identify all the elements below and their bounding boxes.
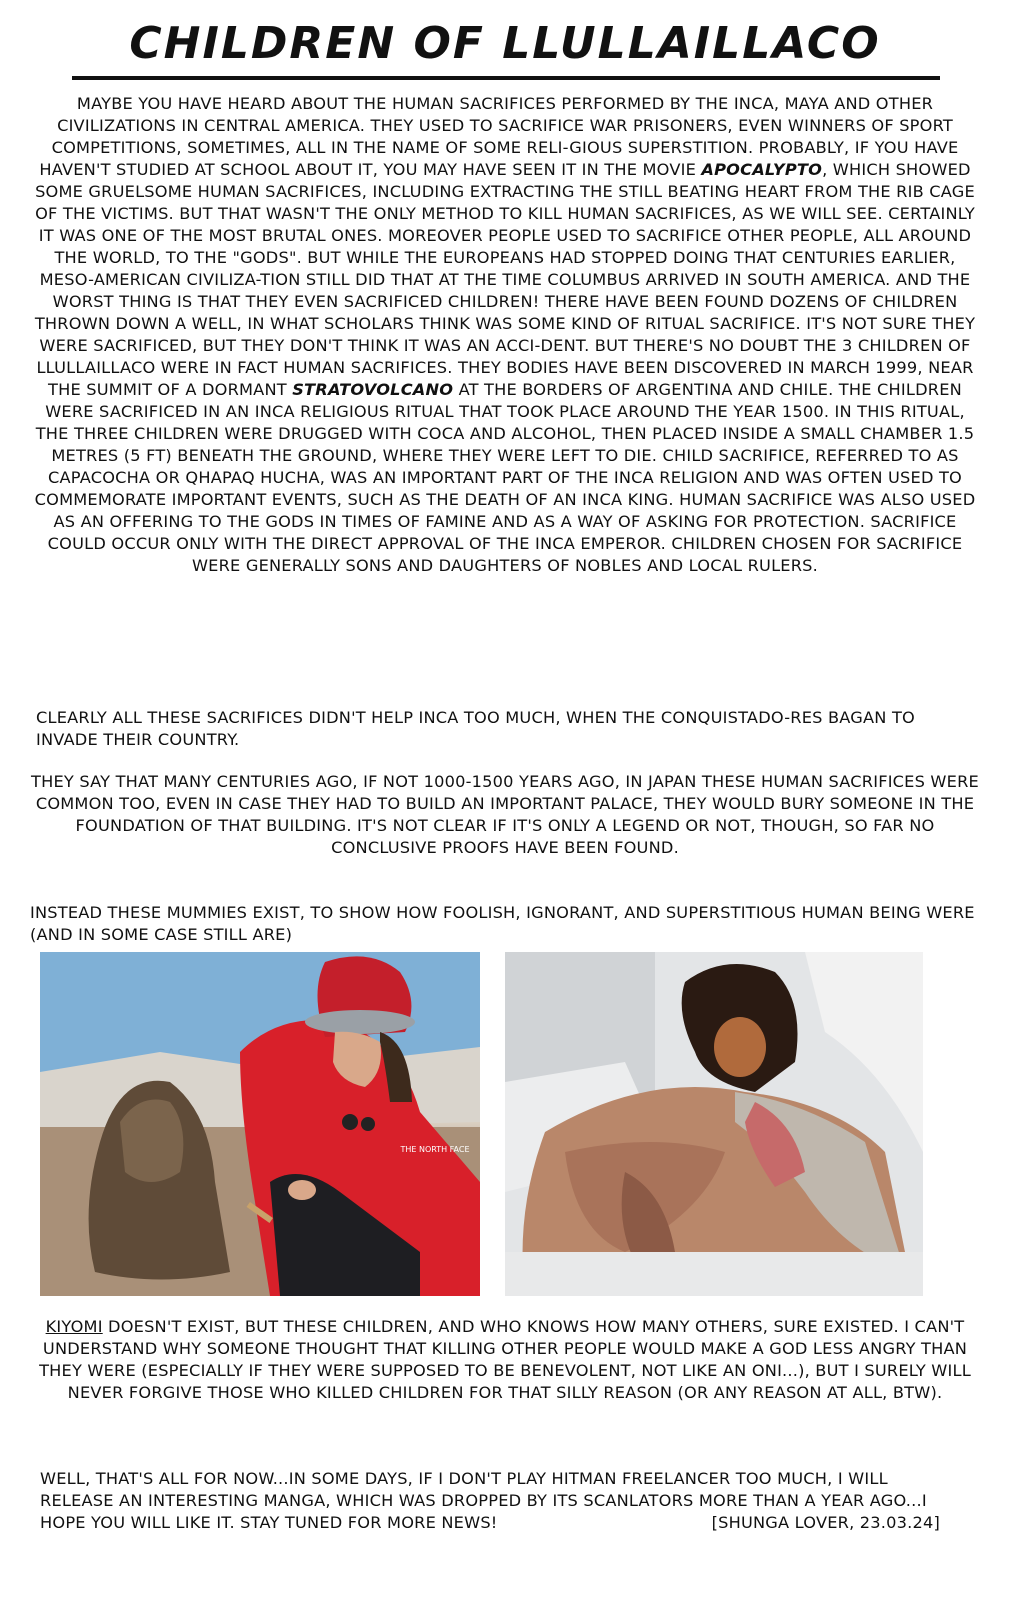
archaeologist-photo [40, 952, 480, 1296]
conquistadores-paragraph: CLEARLY ALL THESE SACRIFICES DIDN'T HELP INCA TOO MUCH, WHEN THE CONQUISTADO-RES BAGAN TO INVADE THEIR COUNTRY. [36, 708, 915, 749]
page-title: CHILDREN OF LLULLAILLACO [129, 18, 881, 69]
kiyomi-text: DOESN'T EXIST, BUT THESE CHILDREN, AND WHO KNOWS HOW MANY OTHERS, SURE EXISTED. I CAN'T UNDERSTAND WHY SOMEONE THOUGHT THAT KILLING OTHER PEOPLE WOULD MAKE A GOD LESS ANGRY THAN THEY WERE (ESPECIALLY IF THEY WERE SUPPOSED TO BE BENEVOLENT, NOT LIKE AN ONI...), BUT I SURELY WILL NEVER FORGIVE THOSE WHO KILLED CHILDREN FOR THAT SILLY REASON (OR ANY REASON AT ALL, BTW). [39, 1317, 971, 1402]
mummy-photo-illustration [505, 952, 923, 1296]
jacket-logo: THE NORTH FACE [400, 1145, 470, 1154]
intro-text-c: AT THE BORDERS OF ARGENTINA AND CHILE. THE CHILDREN WERE SACRIFICED IN AN INCA RELIGIOUS RITUAL THAT TOOK PLACE AROUND THE YEAR 1500. IN THIS RITUAL, THE THREE CHILDREN WERE DRUGGED WITH COCA AND ALCOHOL, THEN PLACED INSIDE A SMALL CHAMBER 1.5 METRES (5 FT) BENEATH THE GROUND, WHERE THEY WERE LEFT TO DIE. CHILD SACRIFICE, REFERRED TO AS CAPACOCHA OR QHAPAQ HUCHA, WAS AN IMPORTANT PART OF THE INCA RELIGION AND WAS OFTEN USED TO COMMEMORATE IMPORTANT EVENTS, SUCH AS THE DEATH OF AN INCA KING. HUMAN SACRIFICE WAS ALSO USED AS AN OFFERING TO THE GODS IN TIMES OF FAMINE AND AS A WAY OF ASKING FOR PROTECTION. SACRIFICE COULD OCCUR ONLY WITH THE DIRECT APPROVAL OF THE INCA EMPEROR. CHILDREN CHOSEN FOR SACRIFICE WERE GENERALLY SONS AND DAUGHTERS OF NOBLES AND LOCAL RULERS. [34, 380, 976, 575]
kiyomi-paragraph [30, 1316, 980, 1450]
mummies-paragraph: INSTEAD THESE MUMMIES EXIST, TO SHOW HOW FOOLISH, IGNORANT, AND SUPERSTITIOUS HUMAN BEING WERE (AND IN SOME CASE STILL ARE) [30, 903, 975, 944]
signature: [SHUNGA LOVER, 23.03.24] [711, 1513, 940, 1532]
japan-paragraph: THEY SAY THAT MANY CENTURIES AGO, IF NOT 1000-1500 YEARS AGO, IN JAPAN THESE HUMAN SACRIFICES WERE COMMON TOO, EVEN IN CASE THEY HAD TO BUILD AN IMPORTANT PALACE, THEY WOULD BURY SOMEONE IN THE FOUNDATION OF THAT BUILDING. IT'S NOT CLEAR IF IT'S ONLY A LEGEND OR NOT, THOUGH, SO FAR NO CONCLUSIVE PROOFS HAVE BEEN FOUND. [31, 772, 979, 857]
kiyomi-name: KIYOMI [45, 1317, 103, 1336]
mummy-photo [505, 952, 923, 1296]
intro-text-b: , WHICH SHOWED SOME GRUELSOME HUMAN SACRIFICES, INCLUDING EXTRACTING THE STILL BEATING HEART FROM THE RIB CAGE OF THE VICTIMS. BUT THAT WASN'T THE ONLY METHOD TO KILL HUMAN SACRIFICES, AS WE WILL SEE. CERTAINLY IT WAS ONE OF THE MOST BRUTAL ONES. MOREOVER PEOPLE USED TO SACRIFICE OTHER PEOPLE, ALL AROUND THE WORLD, TO THE "GODS". BUT WHILE THE EUROPEANS HAD STOPPED DOING THAT CENTURIES EARLIER, MESO-AMERICAN CIVILIZA-TION STILL DID THAT AT THE TIME COLUMBUS ARRIVED IN SOUTH AMERICA. AND THE WORST THING IS THAT THEY EVEN SACRIFICED CHILDREN! THERE HAVE BEEN FOUND DOZENS OF CHILDREN THROWN DOWN A WELL, IN WHAT SCHOLARS THINK WAS SOME KIND OF RITUAL SACRIFICE. IT'S NOT SURE THEY WERE SACRIFICED, BUT THEY DON'T THINK IT WAS AN ACCI-DENT. BUT THERE'S NO DOUBT THE 3 CHILDREN OF LLULLAILLACO WERE IN FACT HUMAN SACRIFICES. THEY BODIES HAVE BEEN DISCOVERED IN MARCH 1999, NEAR THE SUMMIT OF A DORMANT [34, 160, 976, 399]
movie-title: APOCALYPTO [701, 160, 823, 179]
closing-paragraph [40, 1468, 960, 1578]
intro-text-a: MAYBE YOU HAVE HEARD ABOUT THE HUMAN SACRIFICES PERFORMED BY THE INCA, MAYA AND OTHER CIVILIZATIONS IN CENTRAL AMERICA. THEY USED TO SACRIFICE WAR PRISONERS, EVEN WINNERS OF SPORT COMPETITIONS, SOMETIMES, ALL IN THE NAME OF SOME RELI-GIOUS SUPERSTITION. PROBABLY, IF YOU HAVE HAVEN'T STUDIED AT SCHOOL ABOUT IT, YOU MAY HAVE SEEN IT IN THE MOVIE [39, 94, 959, 179]
stratovolcano-term: STRATOVOLCANO [292, 380, 454, 399]
intro-paragraph [30, 93, 980, 689]
closing-text: WELL, THAT'S ALL FOR NOW...IN SOME DAYS, IF I DON'T PLAY HITMAN FREELANCER TOO MUCH, I WILL RELEASE AN INTERESTING MANGA, WHICH WAS DROPPED BY ITS SCANLATORS MORE THAN A YEAR AGO...I HOPE YOU WILL LIKE IT. STAY TUNED FOR MORE NEWS! [40, 1469, 927, 1532]
title-underline [72, 76, 940, 80]
archaeologist-photo-illustration [40, 952, 480, 1296]
